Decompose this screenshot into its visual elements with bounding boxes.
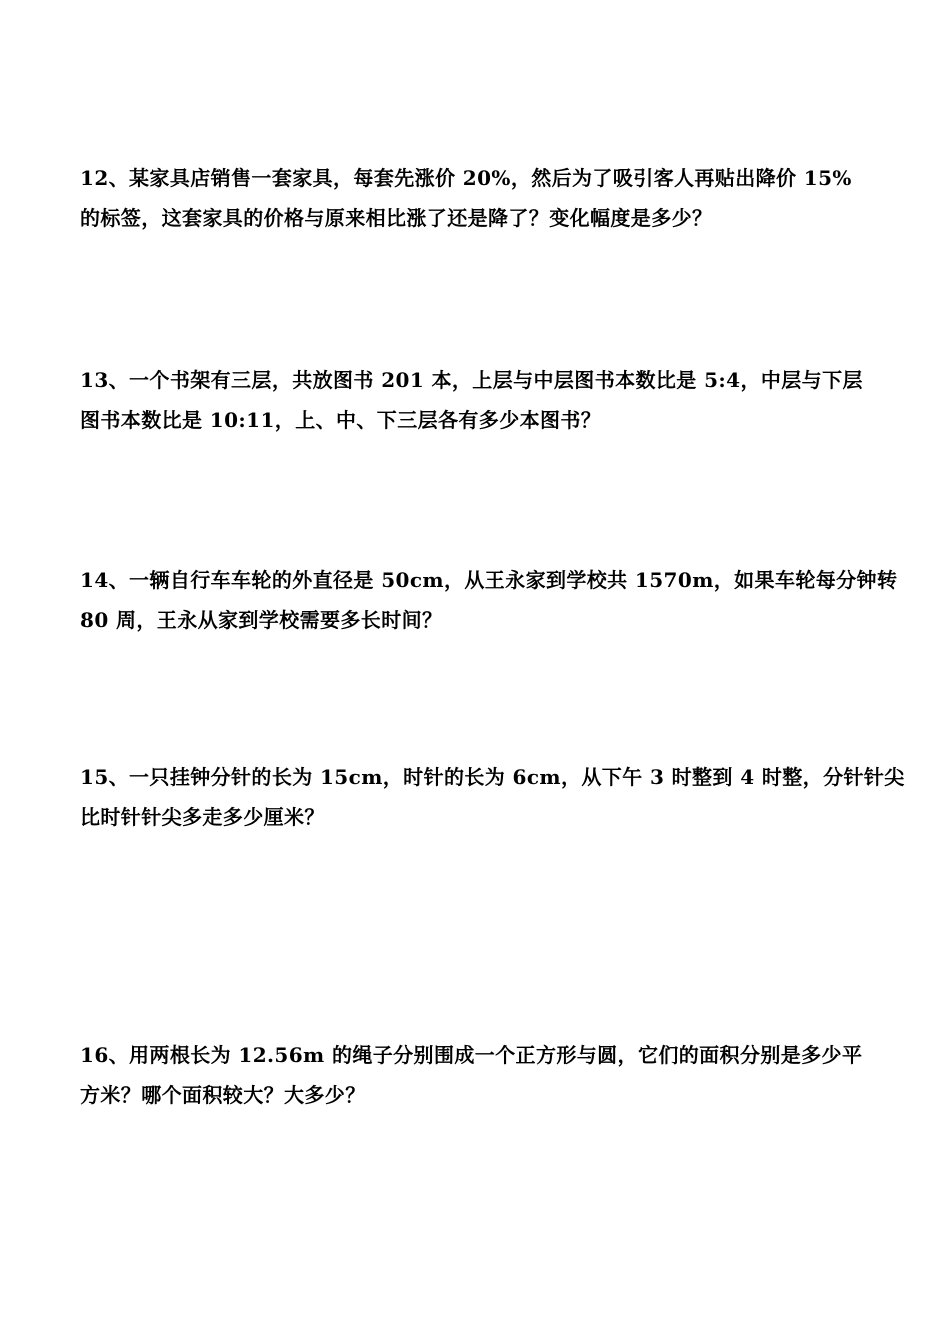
problem-12-line-2: 的标签，这套家具的价格与原来相比涨了还是降了？变化幅度是多少？ (80, 206, 713, 230)
problem-12-line-1: 12、某家具店销售一套家具，每套先涨价 20%，然后为了吸引客人再贴出降价 15% (80, 166, 852, 190)
problem-13-line-2: 图书本数比是 10:11，上、中、下三层各有多少本图书？ (80, 408, 602, 432)
problem-14-line-1: 14、一辆自行车车轮的外直径是 50cm，从王永家到学校共 1570m，如果车轮每分钟转 (80, 568, 898, 592)
problem-15 (80, 757, 905, 837)
problem-15-line-1: 15、一只挂钟分针的长为 15cm，时针的长为 6cm，从下午 3 时整到 4 时整，分针针尖 (80, 765, 905, 789)
problem-16 (80, 1035, 880, 1115)
problem-13-line-1: 13、一个书架有三层，共放图书 201 本，上层与中层图书本数比是 5:4，中层与下层 (80, 368, 863, 392)
problem-16-line-2: 方米？哪个面积较大？大多少？ (80, 1083, 366, 1107)
problem-13 (80, 360, 880, 440)
problem-14-line-2: 80 周，王永从家到学校需要多长时间？ (80, 608, 443, 632)
problem-15-line-2: 比时针针尖多走多少厘米？ (80, 805, 325, 829)
problem-16-line-1: 16、用两根长为 12.56m 的绳子分别围成一个正方形与圆，它们的面积分别是多少平 (80, 1043, 863, 1067)
problem-12 (80, 158, 880, 238)
problem-14 (80, 560, 898, 640)
